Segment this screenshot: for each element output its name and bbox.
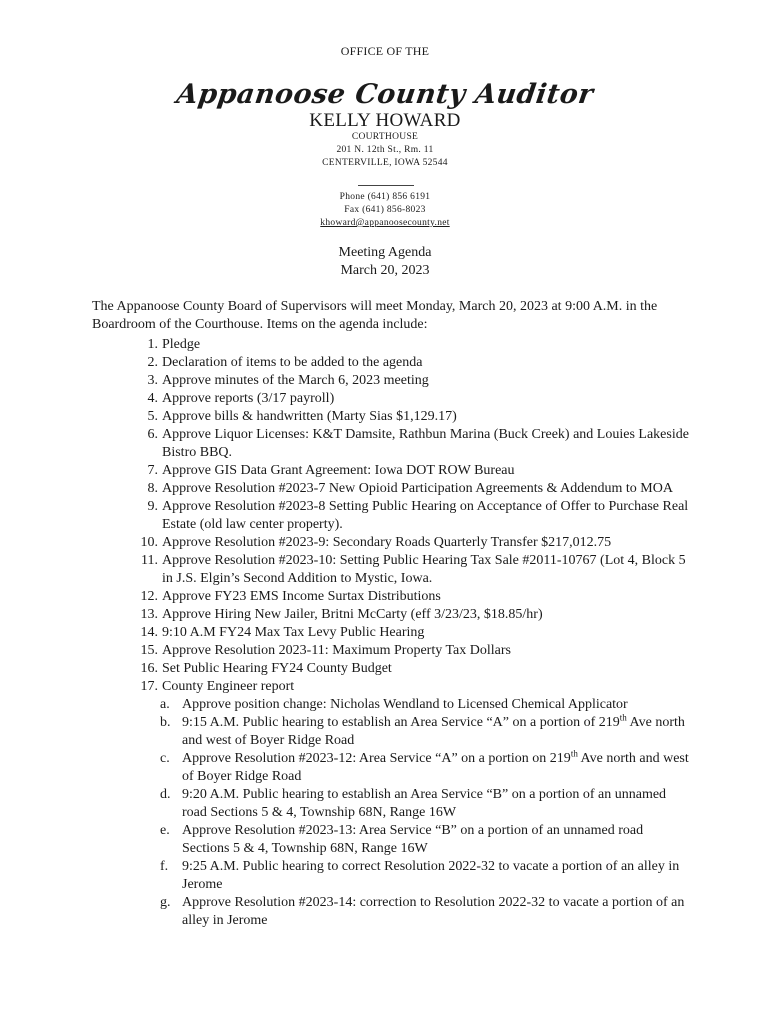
subitem-text: Approve Resolution #2023-14: correction to Resolution 2022-32 to vacate a portion of an alley in Jerome [182, 895, 685, 928]
item-text: Approve reports (3/17 payroll) [162, 391, 335, 406]
agenda-intro: The Appanoose County Board of Supervisors will meet Monday, March 20, 2023 at 9:00 A.M. in the Boardroom of the Courthouse. Items on the agenda include: [92, 299, 658, 332]
item-text: Approve Resolution #2023-7 New Opioid Participation Agreements & Addendum to MOA [162, 481, 673, 496]
subitem-letter: c. [160, 751, 170, 766]
item-text: Pledge [162, 337, 201, 352]
subitem-letter: d. [160, 787, 171, 802]
item-number: 16. [140, 661, 158, 676]
auditor-name: KELLY HOWARD [309, 110, 461, 131]
item-text: Approve Hiring New Jailer, Britni McCarty (eff 3/23/23, $18.85/hr) [162, 607, 543, 622]
engineer-subitem [92, 786, 692, 822]
engineer-subitem [92, 858, 692, 894]
email-link[interactable]: khoward@appanoosecounty.net [320, 218, 450, 228]
subitem-text-start: 9:15 A.M. Public hearing to establish an Area Service “A” on a portion of 219 [182, 715, 620, 730]
item-number: 14. [140, 625, 158, 640]
subitem-letter: b. [160, 715, 171, 730]
item-number: 8. [147, 481, 158, 496]
item-number: 5. [147, 409, 158, 424]
item-text: 9:10 A.M FY24 Max Tax Levy Public Hearing [162, 625, 425, 640]
item-number: 3. [147, 373, 158, 388]
subitem-text: Approve Resolution #2023-13: Area Service “B” on a portion of an unnamed road Sections 5 & 4, Township 68N, Range 16W [182, 823, 644, 856]
agenda-item [92, 624, 692, 642]
engineer-subitem [92, 894, 692, 930]
subitem-text: 9:20 A.M. Public hearing to establish an Area Service “B” on a portion of an unnamed road Sections 5 & 4, Township 68N, Range 16W [182, 787, 667, 820]
item-text: Approve Resolution 2023-11: Maximum Property Tax Dollars [162, 643, 511, 658]
subitem-text: 9:25 A.M. Public hearing to correct Resolution 2022-32 to vacate a portion of an alley in Jerome [182, 859, 680, 892]
agenda-item [92, 606, 692, 624]
agenda-item [92, 660, 692, 678]
item-text: Set Public Hearing FY24 County Budget [162, 661, 392, 676]
item-text: Approve Resolution #2023-9: Secondary Roads Quarterly Transfer $217,012.75 [162, 535, 612, 550]
item-number: 1. [147, 337, 158, 352]
subitem-text-end: Ave north and west of Boyer Ridge Road [182, 715, 685, 748]
item-number: 15. [140, 643, 158, 658]
item-number: 17. [140, 679, 158, 694]
item-text: Approve minutes of the March 6, 2023 meeting [162, 373, 429, 388]
address-line: 201 N. 12th St., Rm. 11 [336, 145, 434, 155]
item-text: County Engineer report [162, 679, 295, 694]
item-text: Approve FY23 EMS Income Surtax Distributions [162, 589, 441, 604]
fax-number: Fax (641) 856-8023 [344, 205, 426, 215]
subitem-text-start: Approve Resolution #2023-12: Area Service “A” on a portion on 219 [182, 751, 571, 766]
agenda-item [92, 390, 692, 408]
item-text: Approve Resolution #2023-8 Setting Public Hearing on Acceptance of Offer to Purchase Real Estate (old law center property). [162, 499, 689, 532]
agenda-title: Meeting Agenda [338, 245, 432, 260]
address-line: COURTHOUSE [351, 132, 419, 142]
item-text: Approve bills & handwritten (Marty Sias $1,129.17) [162, 409, 457, 424]
agenda-item [92, 480, 692, 498]
subitem-text-end: Ave north and west of Boyer Ridge Road [182, 751, 689, 784]
agenda-items-list [92, 336, 692, 930]
agenda-item [92, 588, 692, 606]
item-text: Approve Resolution #2023-10: Setting Public Hearing Tax Sale #2011-10767 (Lot 4, Block 5 in J.S. Elgin’s Second Addition to Mystic, Iowa. [162, 553, 686, 586]
agenda-item [92, 678, 692, 696]
item-number: 9. [147, 499, 158, 514]
office-of-label: OFFICE OF THE [340, 44, 430, 58]
item-number: 6. [147, 427, 158, 442]
item-text: Approve Liquor Licenses: K&T Damsite, Rathbun Marina (Buck Creek) and Louies Lakeside Bistro BBQ. [162, 427, 689, 460]
agenda-item [92, 336, 692, 354]
office-name-script: Appanoose County Auditor [174, 79, 596, 110]
item-number: 10. [140, 535, 158, 550]
item-number: 2. [147, 355, 158, 370]
agenda-item [92, 372, 692, 390]
ordinal-suffix: th [570, 748, 578, 759]
agenda-date: March 20, 2023 [340, 263, 430, 278]
agenda-item [92, 354, 692, 372]
subitem-letter: a. [160, 697, 170, 712]
item-number: 4. [147, 391, 158, 406]
item-number: 7. [147, 463, 158, 478]
agenda-item [92, 462, 692, 480]
subitem-text: Approve position change: Nicholas Wendland to Licensed Chemical Applicator [182, 697, 628, 712]
agenda-item [92, 552, 692, 588]
agenda-item [92, 534, 692, 552]
phone-number: Phone (641) 856 6191 [339, 192, 431, 202]
letterhead-divider [358, 185, 414, 186]
item-number: 12. [140, 589, 158, 604]
agenda-item [92, 426, 692, 462]
subitem-letter: f. [160, 859, 169, 874]
subitem-letter: e. [160, 823, 170, 838]
engineer-subitem [92, 750, 692, 786]
engineer-subitem [92, 822, 692, 858]
item-number: 11. [141, 553, 158, 568]
subitem-letter: g. [160, 895, 171, 910]
ordinal-suffix: th [619, 712, 627, 723]
agenda-item [92, 408, 692, 426]
engineer-subitem [92, 714, 692, 750]
item-text: Declaration of items to be added to the agenda [162, 355, 423, 370]
agenda-item [92, 498, 692, 534]
agenda-item [92, 642, 692, 660]
address-line: CENTERVILLE, IOWA 52544 [322, 158, 448, 168]
item-text: Approve GIS Data Grant Agreement: Iowa DOT ROW Bureau [162, 463, 515, 478]
item-number: 13. [140, 607, 158, 622]
engineer-subitem [92, 696, 692, 714]
